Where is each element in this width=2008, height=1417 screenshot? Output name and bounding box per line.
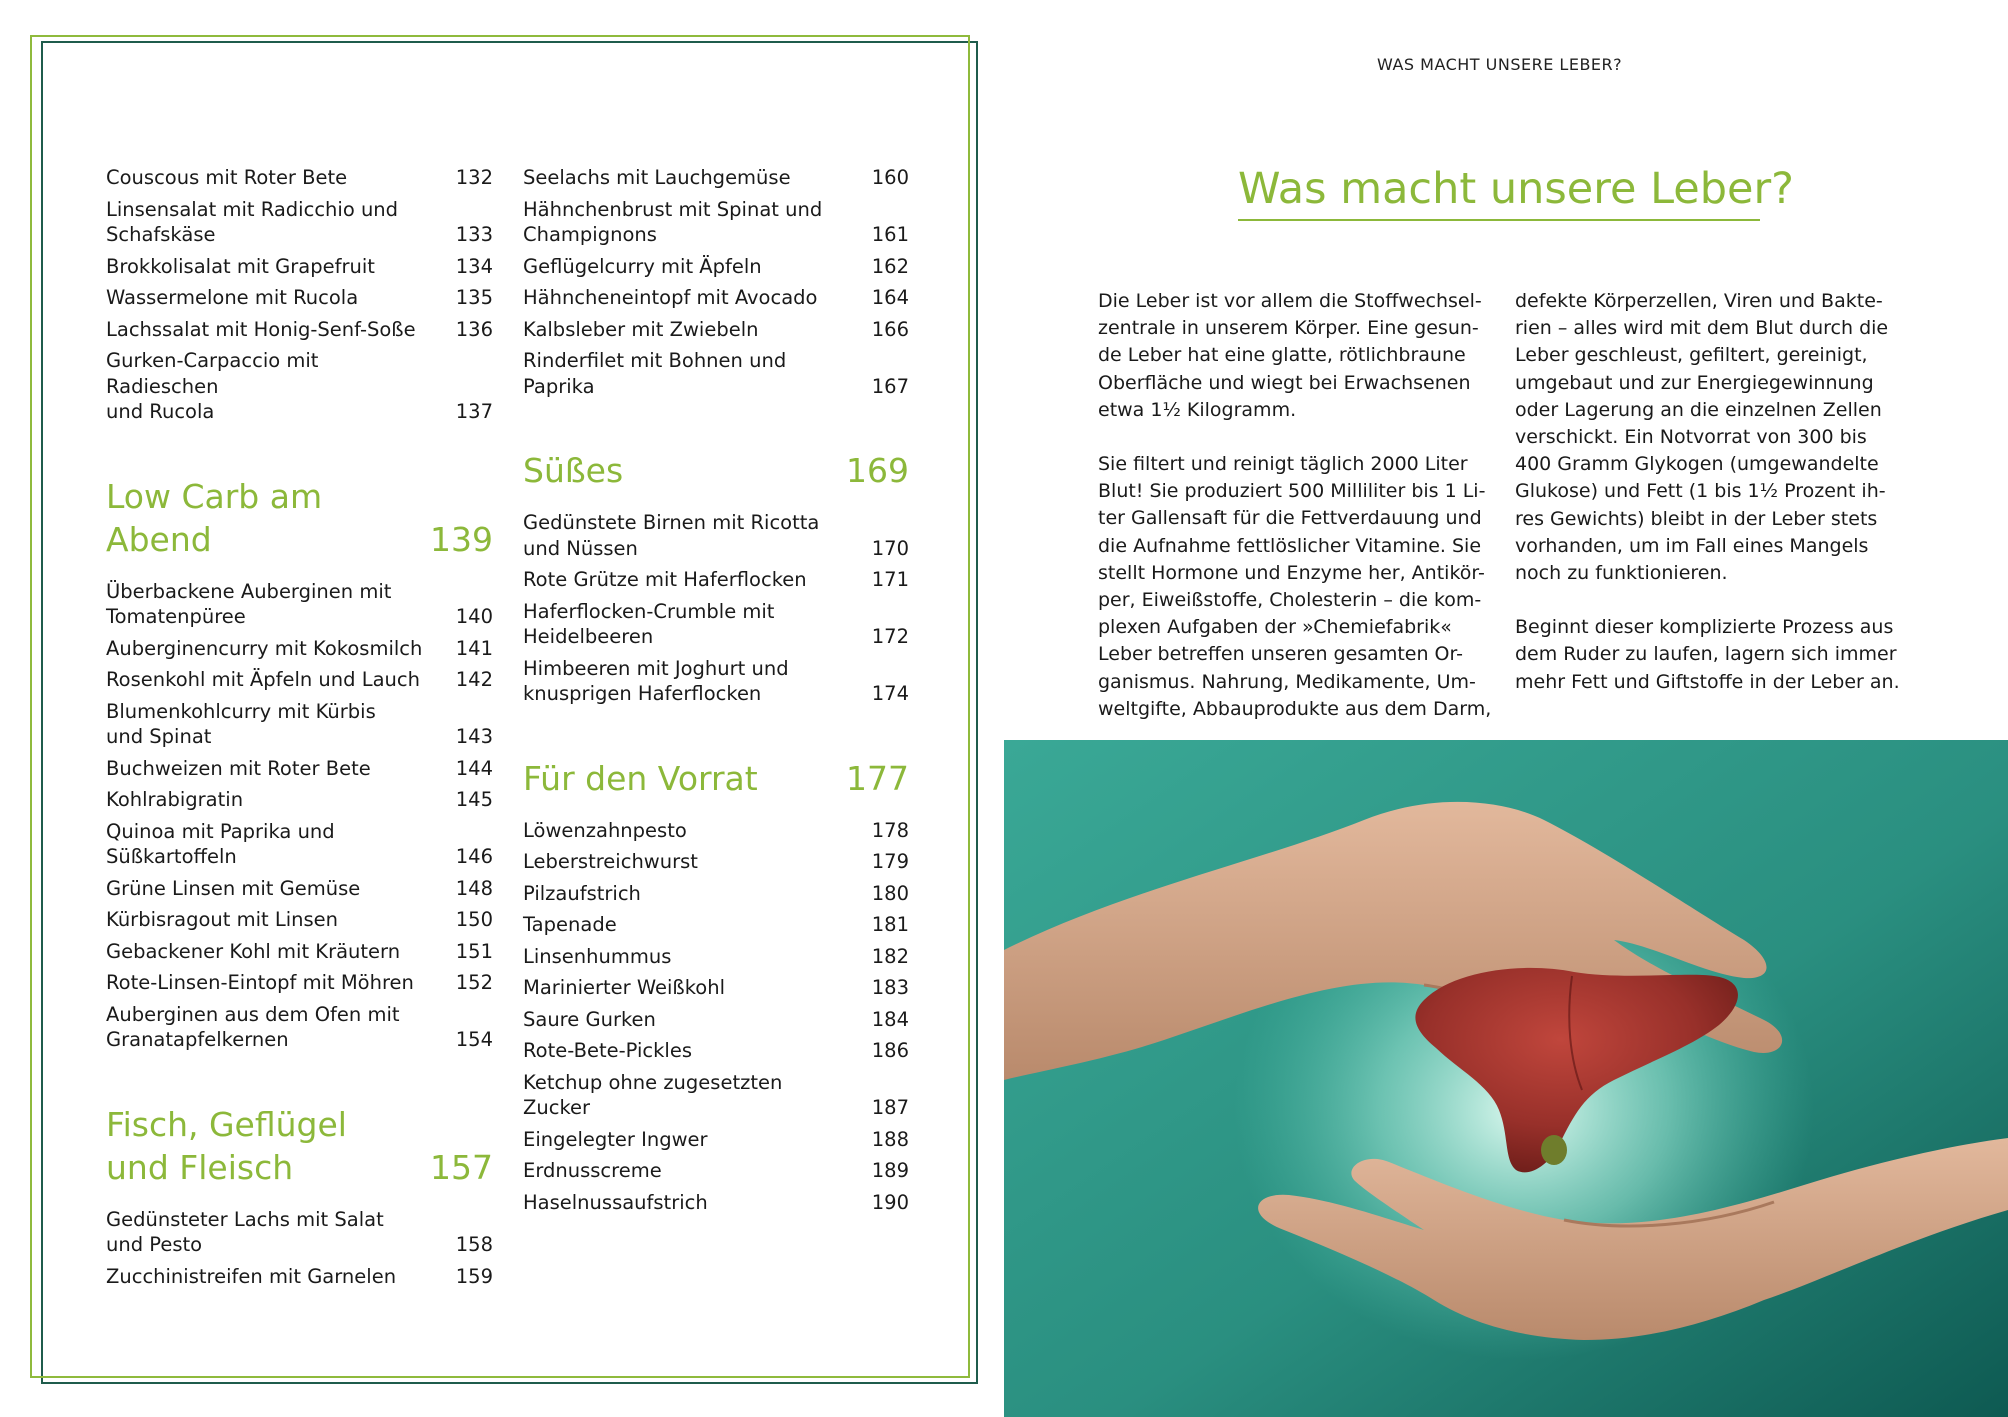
- toc-entry: [523, 1127, 909, 1153]
- toc-entry-title: Rote-Linsen-Eintopf mit Möhren: [106, 971, 414, 994]
- toc-entry-title: Kürbisragout mit Linsen: [106, 908, 339, 931]
- toc-entry: [106, 819, 493, 870]
- toc-entry: [106, 787, 493, 813]
- toc-section-page: 177: [846, 758, 909, 798]
- toc-entry-title: Blumenkohlcurry mit Kürbis und Spinat: [106, 699, 376, 748]
- toc-entry: [106, 1264, 493, 1290]
- toc-section-title: Für den Vorrat: [523, 758, 758, 798]
- toc-entry-title: Pilzaufstrich: [523, 881, 641, 905]
- toc-entry-title: Tapenade: [523, 913, 617, 936]
- toc-entry-page: 174: [871, 682, 909, 705]
- toc-section-heading: [523, 757, 909, 800]
- toc-entry: [106, 636, 493, 662]
- body-paragraph: Beginnt dieser komplizierte Prozess aus dem Ruder zu laufen, lagern sich immer mehr Fett und Giftstoffe in der Leber an.: [1515, 616, 1900, 693]
- toc-entry: [523, 975, 909, 1001]
- toc-entry-title: Gurken-Carpaccio mit Radieschen und Rucola: [106, 349, 319, 423]
- toc-entry: [106, 1207, 493, 1258]
- toc-section-page: 157: [430, 1147, 493, 1187]
- toc-entry-title: Buchweizen mit Roter Bete: [106, 756, 371, 780]
- toc-entry-page: 182: [871, 944, 909, 968]
- toc-entry: [106, 1002, 493, 1053]
- toc-entry: [106, 667, 493, 693]
- toc-entry-title: Wassermelone mit Rucola: [106, 286, 359, 309]
- title-underline: [1238, 219, 1760, 221]
- body-text-column-1: [1098, 288, 1498, 750]
- toc-entry-title: Löwenzahnpesto: [523, 818, 687, 842]
- toc-entry-page: 150: [455, 908, 493, 931]
- toc-entry-page: 145: [455, 788, 493, 811]
- toc-entry-page: 154: [455, 1028, 493, 1051]
- toc-entry-title: Hähnchenbrust mit Spinat und Champignons: [523, 197, 823, 246]
- toc-entry-title: Lachssalat mit Honig-Senf-Soße: [106, 317, 416, 341]
- toc-entry: [523, 656, 909, 707]
- toc-entry-page: 143: [455, 725, 493, 748]
- toc-entry: [523, 912, 909, 938]
- toc-entry-page: 179: [871, 850, 909, 873]
- toc-section-heading: [106, 475, 493, 561]
- toc-entry: [106, 165, 493, 191]
- toc-entry-title: Saure Gurken: [523, 1007, 656, 1031]
- toc-entry-page: 188: [871, 1127, 909, 1151]
- toc-entry: [523, 1070, 909, 1121]
- body-paragraph: Sie filtert und reinigt täglich 2000 Liter Blut! Sie produziert 500 Milliliter bis 1 Li- ter Gallensaft für die Fettverdauung und die Aufnahme fettlöslicher Vitamine. Sie stellt Hormone und Enzyme her, Antikör- per, Eiweißstoffe, Cholesterin – die kom- plexen Aufgaben der »Chemiefabrik« Leber betreffen unseren gesamten Or- ganismus. Nahrung, Medikamente, Um- weltgifte, Abbauprodukte aus dem Darm,: [1098, 453, 1492, 720]
- toc-entry: [106, 939, 493, 965]
- toc-entry-title: Gedünsteter Lachs mit Salat und Pesto: [106, 1207, 384, 1256]
- toc-entry-page: 184: [871, 1007, 909, 1031]
- toc-entry: [106, 876, 493, 902]
- toc-entry-title: Geflügelcurry mit Äpfeln: [523, 254, 762, 278]
- toc-entry-title: Auberginen aus dem Ofen mit Granatapfelkernen: [106, 1002, 400, 1051]
- toc-entry: [106, 699, 493, 750]
- toc-entry-page: 172: [871, 625, 909, 648]
- toc-section-title: Fisch, Geflügel und Fleisch: [106, 1104, 347, 1187]
- toc-entry-title: Hähncheneintopf mit Avocado: [523, 286, 818, 309]
- toc-entry: [523, 881, 909, 907]
- toc-entry: [523, 165, 909, 191]
- toc-entry-page: 164: [871, 286, 909, 309]
- toc-entry: [523, 317, 909, 343]
- toc-entry-title: Couscous mit Roter Bete: [106, 166, 348, 189]
- toc-entry-page: 167: [871, 374, 909, 398]
- toc-entry-page: 159: [455, 1264, 493, 1288]
- toc-entry: [523, 510, 909, 561]
- hands-holding-liver-image: [1004, 740, 2008, 1417]
- toc-entry-page: 136: [455, 317, 493, 341]
- toc-entry-page: 181: [871, 913, 909, 936]
- toc-entry: [106, 254, 493, 280]
- toc-entry-title: Grüne Linsen mit Gemüse: [106, 876, 361, 900]
- toc-entry: [106, 285, 493, 311]
- toc-entry: [106, 970, 493, 996]
- toc-entry: [523, 1007, 909, 1033]
- toc-entry-title: Ketchup ohne zugesetzten Zucker: [523, 1070, 783, 1119]
- page-title: Was macht unsere Leber?: [1238, 164, 1794, 214]
- toc-entry-title: Rinderfilet mit Bohnen und Paprika: [523, 349, 787, 398]
- toc-entry-page: 133: [455, 223, 493, 246]
- toc-entry-page: 132: [455, 166, 493, 189]
- toc-entry-title: Haferflocken-Crumble mit Heidelbeeren: [523, 599, 775, 648]
- toc-entry-title: Linsensalat mit Radicchio und Schafskäse: [106, 197, 399, 246]
- toc-entry-title: Rote-Bete-Pickles: [523, 1039, 692, 1062]
- toc-entry-page: 187: [871, 1096, 909, 1119]
- toc-entry: [523, 567, 909, 593]
- toc-entry-title: Rote Grütze mit Haferflocken: [523, 568, 807, 591]
- toc-entry-page: 170: [871, 536, 909, 560]
- toc-entry: [523, 197, 909, 248]
- toc-entry-page: 171: [871, 568, 909, 591]
- toc-entry-page: 148: [455, 876, 493, 900]
- toc-entry-title: Brokkolisalat mit Grapefruit: [106, 254, 375, 278]
- toc-entry-page: 183: [871, 976, 909, 999]
- toc-entry: [106, 348, 493, 425]
- body-paragraph: Die Leber ist vor allem die Stoffwechsel- zentrale in unserem Körper. Eine gesun- de Leber hat eine glatte, rötlichbraune Oberfläche und wiegt bei Erwachsenen etwa 1½ Kilogramm.: [1098, 290, 1482, 421]
- toc-entry-title: Haselnussaufstrich: [523, 1190, 708, 1214]
- toc-entry: [523, 599, 909, 650]
- toc-entry-title: Kalbsleber mit Zwiebeln: [523, 317, 759, 341]
- toc-entry-title: Erdnusscreme: [523, 1159, 662, 1182]
- toc-entry-page: 137: [455, 400, 493, 423]
- toc-entry-page: 178: [871, 818, 909, 842]
- toc-entry: [523, 285, 909, 311]
- toc-entry-page: 186: [871, 1039, 909, 1062]
- toc-entry-title: Kohlrabigratin: [106, 788, 244, 811]
- toc-entry-title: Überbackene Auberginen mit Tomatenpüree: [106, 579, 392, 628]
- toc-entry-page: 166: [871, 317, 909, 341]
- toc-section-heading: [106, 1103, 493, 1189]
- toc-entry-page: 135: [455, 286, 493, 309]
- toc-entry-title: Auberginencurry mit Kokosmilch: [106, 636, 423, 660]
- body-text-column-2: [1515, 288, 1915, 723]
- toc-section-title: Süßes: [523, 451, 624, 490]
- toc-entry-page: 180: [871, 881, 909, 905]
- toc-entry-title: Zucchinistreifen mit Garnelen: [106, 1264, 397, 1288]
- toc-entry: [106, 317, 493, 343]
- running-head: WAS MACHT UNSERE LEBER?: [1377, 55, 1623, 74]
- toc-entry-title: Seelachs mit Lauchgemüse: [523, 166, 791, 189]
- toc-entry-page: 162: [871, 254, 909, 278]
- toc-entry-page: 146: [455, 845, 493, 868]
- toc-entry: [523, 849, 909, 875]
- toc-entry: [106, 579, 493, 630]
- toc-entry: [523, 944, 909, 970]
- toc-column-right: [523, 165, 909, 1221]
- toc-entry-title: Marinierter Weißkohl: [523, 976, 725, 999]
- toc-section-page: 139: [430, 519, 493, 559]
- toc-entry-page: 160: [871, 166, 909, 189]
- toc-entry: [523, 818, 909, 844]
- toc-entry: [523, 348, 909, 399]
- toc-entry-title: Quinoa mit Paprika und Süßkartoffeln: [106, 819, 335, 868]
- toc-entry-page: 141: [455, 636, 493, 660]
- toc-entry-page: 140: [455, 605, 493, 628]
- toc-entry: [106, 907, 493, 933]
- toc-entry: [523, 254, 909, 280]
- toc-entry: [106, 197, 493, 248]
- toc-entry-page: 144: [455, 756, 493, 780]
- toc-section-title: Low Carb am Abend: [106, 476, 323, 559]
- toc-entry-page: 158: [455, 1233, 493, 1256]
- toc-column-left: [106, 165, 493, 1295]
- toc-entry-page: 151: [455, 939, 493, 963]
- toc-entry-page: 142: [455, 668, 493, 691]
- toc-section-page: 169: [846, 451, 909, 490]
- toc-entry-title: Leberstreichwurst: [523, 850, 698, 873]
- toc-entry-title: Himbeeren mit Joghurt und knusprigen Haferflocken: [523, 656, 789, 705]
- toc-entry: [106, 756, 493, 782]
- toc-entry-title: Eingelegter Ingwer: [523, 1127, 708, 1151]
- toc-entry-title: Gedünstete Birnen mit Ricotta und Nüssen: [523, 511, 820, 560]
- toc-entry: [523, 1038, 909, 1064]
- toc-entry-page: 161: [871, 223, 909, 246]
- toc-entry: [523, 1158, 909, 1184]
- toc-entry-page: 189: [871, 1159, 909, 1182]
- toc-section-heading: [523, 449, 909, 492]
- toc-entry: [523, 1190, 909, 1216]
- toc-entry-page: 152: [455, 971, 493, 994]
- toc-entry-title: Rosenkohl mit Äpfeln und Lauch: [106, 668, 420, 691]
- toc-entry-page: 190: [871, 1190, 909, 1214]
- toc-entry-title: Linsenhummus: [523, 944, 672, 968]
- toc-entry-title: Gebackener Kohl mit Kräutern: [106, 939, 401, 963]
- toc-entry-page: 134: [455, 254, 493, 278]
- body-paragraph: defekte Körperzellen, Viren und Bakte- rien – alles wird mit dem Blut durch die Leber geschleust, gefiltert, gereinigt, umgebaut und zur Energiegewinnung oder Lagerung an die einzelnen Zellen verschickt. Ein Notvorrat von 300 bis 400 Gramm Glykogen (umgewandelte Glukose) und Fett (1 bis 1½ Prozent ih- res Gewichts) bleibt in der Leber stets vorhanden, um im Fall eines Mangels noch zu funktionieren.: [1515, 290, 1889, 585]
